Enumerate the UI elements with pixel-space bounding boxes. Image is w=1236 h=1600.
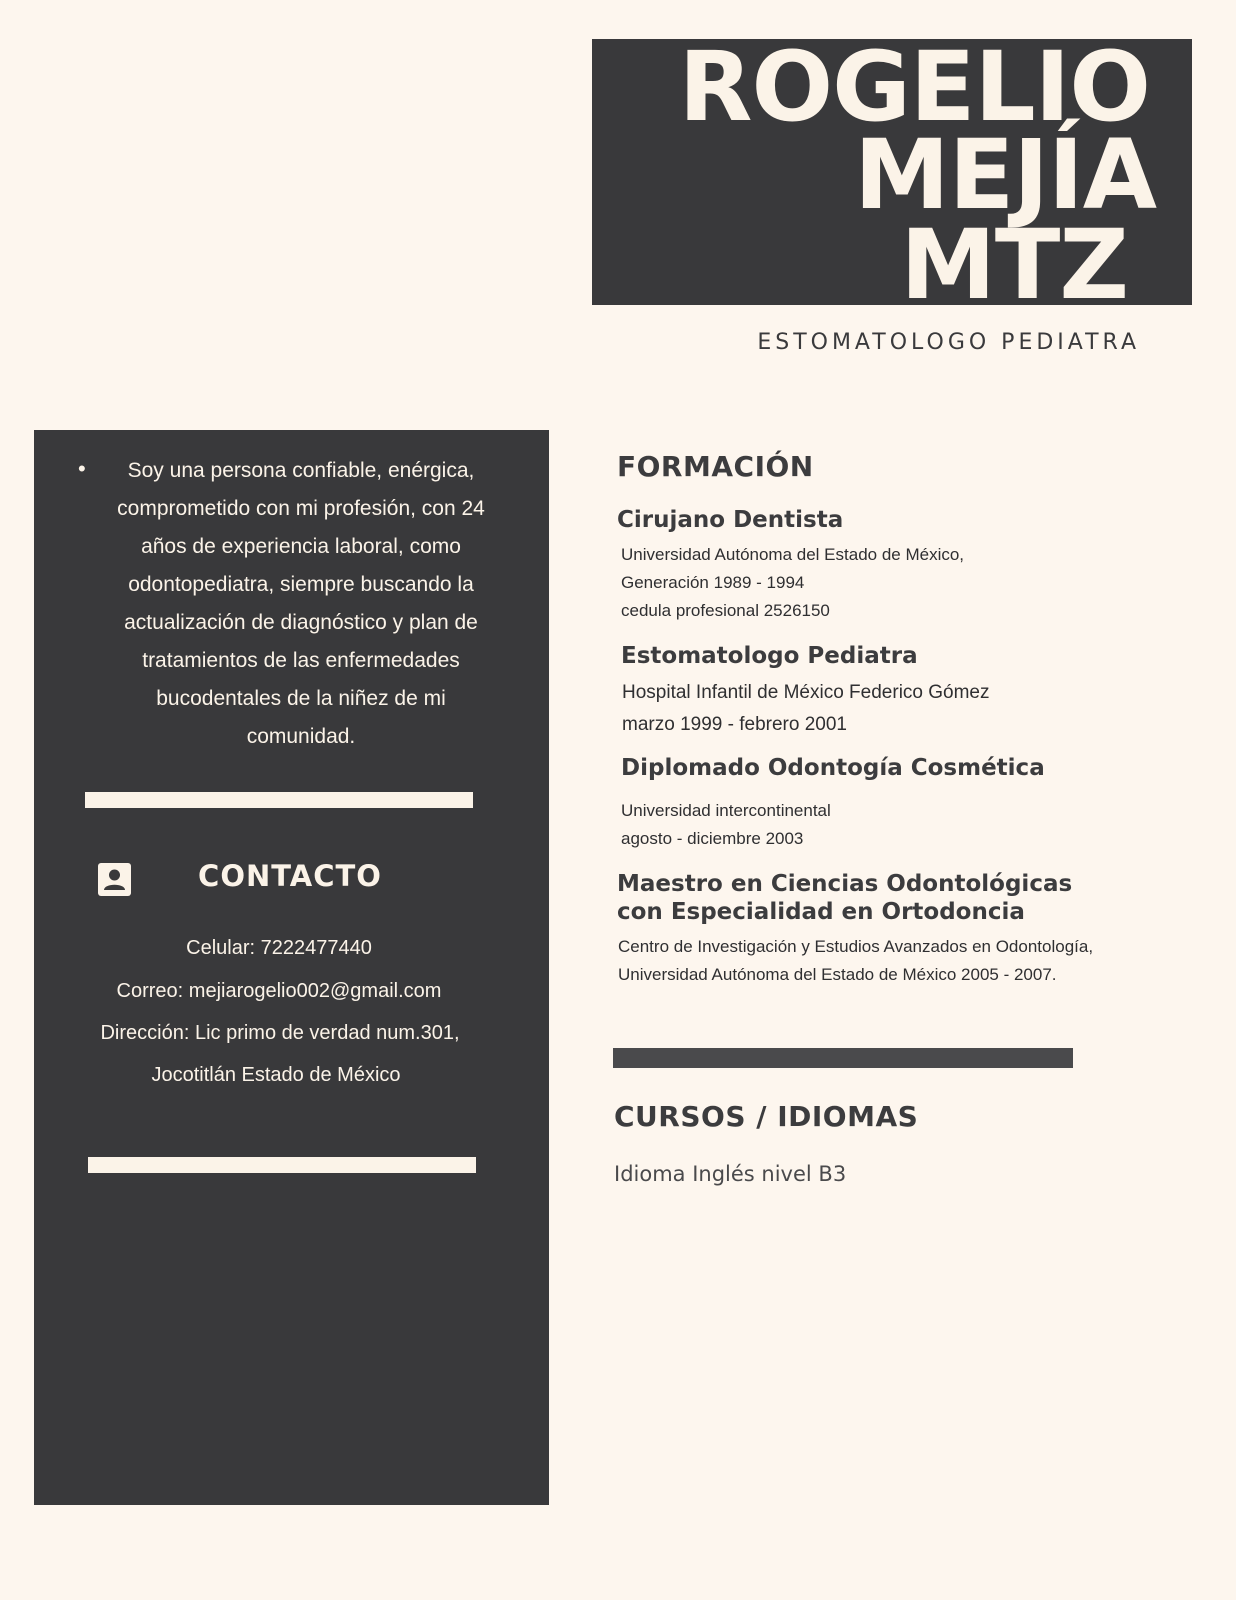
name-last-2: MTZ xyxy=(900,209,1128,321)
profile-summary: Soy una persona confiable, enérgica, comprometido con mi profesión, con 24 años de experiencia laboral, como odontopediatra, siempre buscando la actualización de diagnóstico y plan de tratamientos de las enfermedades bucodentales de la niñez de mi comunidad. xyxy=(117,459,485,748)
education-entry-title: Estomatologo Pediatra xyxy=(621,643,918,669)
job-title: ESTOMATOLOGO PEDIATRA xyxy=(757,330,1140,355)
education-entry-title: Diplomado Odontogía Cosmética xyxy=(621,755,1045,781)
detail-line: Universidad Autónoma del Estado de México 2005 - 2007. xyxy=(618,965,1057,984)
education-entry-details xyxy=(618,933,1093,989)
contact-heading: CONTACTO xyxy=(198,859,382,893)
education-entry-title xyxy=(617,870,1072,926)
contact-phone: Celular: 7222477440 xyxy=(186,937,372,959)
education-entry-details xyxy=(621,541,964,625)
name-last-1: MEJÍA xyxy=(854,119,1156,231)
detail-line: Generación 1989 - 1994 xyxy=(621,573,805,592)
cursos-heading: CURSOS / IDIOMAS xyxy=(614,1100,919,1133)
contact-address-line-2: Jocotitlán Estado de México xyxy=(151,1064,401,1086)
detail-line: Centro de Investigación y Estudios Avanzados en Odontología, xyxy=(618,937,1094,956)
bullet-icon: • xyxy=(78,456,86,481)
formacion-heading: FORMACIÓN xyxy=(617,450,814,483)
language-item: Idioma Inglés nivel B3 xyxy=(614,1162,847,1186)
contact-email: Correo: mejiarogelio002@gmail.com xyxy=(116,980,442,1002)
contact-card-icon xyxy=(98,863,131,896)
divider-bar xyxy=(85,792,473,808)
detail-line: cedula profesional 2526150 xyxy=(621,601,830,620)
divider-bar xyxy=(88,1157,476,1173)
detail-line: Universidad intercontinental xyxy=(621,801,831,820)
detail-line: Universidad Autónoma del Estado de México, xyxy=(621,545,965,564)
name-header-box xyxy=(592,31,1192,321)
detail-line: marzo 1999 - febrero 2001 xyxy=(622,714,847,735)
divider-bar xyxy=(613,1048,1073,1068)
title-line: con Especialidad en Ortodoncia xyxy=(617,899,1025,925)
title-line: Maestro en Ciencias Odontológicas xyxy=(617,871,1073,897)
name-first: ROGELIO xyxy=(678,31,1150,143)
education-entry-details xyxy=(621,797,831,853)
detail-line: agosto - diciembre 2003 xyxy=(621,829,804,848)
contact-address-line-1: Dirección: Lic primo de verdad num.301, xyxy=(100,1022,460,1044)
education-entry-details xyxy=(622,677,990,741)
detail-line: Hospital Infantil de México Federico Gómez xyxy=(622,682,990,703)
education-entry-title: Cirujano Dentista xyxy=(617,507,844,533)
